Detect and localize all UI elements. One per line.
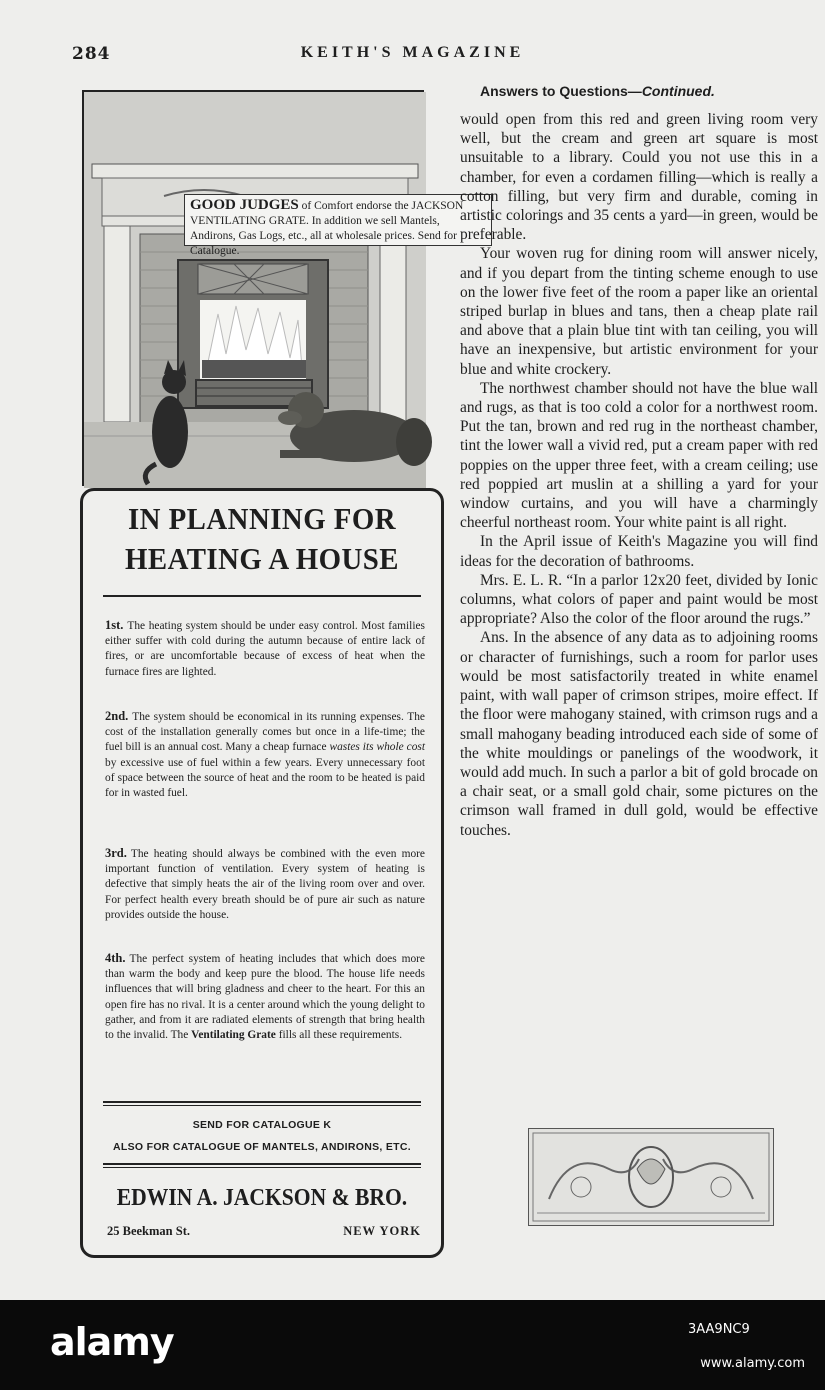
- ad-caption: [184, 194, 492, 257]
- point-2-emphasis: wastes its whole cost: [329, 741, 425, 754]
- image-id: 3AA9NC9: [688, 1322, 750, 1337]
- ad-text-box: [80, 488, 444, 1258]
- point-2-text-a: The system should be economical in its running expenses. The cost of the installation generally comes but once in a life-time; the fuel bill is an annual cost. Many a cheap furnace: [105, 711, 425, 754]
- catalogue-line-2: ALSO FOR CATALOGUE OF MANTELS, ANDIRONS, ETC.: [113, 1141, 411, 1153]
- headline-line-2: HEATING A HOUSE: [124, 541, 400, 576]
- firm-name: EDWIN A. JACKSON & BRO.: [116, 1185, 408, 1211]
- article-paragraph-1: would open from this red and green living room very well, but the cream and green art square is most unsuitable to a library. Could you not use this in a chamber, for even a cordamen filling—which is really a cotton filling, but very firm and durable, coming in artistic colorings and 35 cents a yard—in green, would be preferable.: [460, 111, 818, 244]
- street-address: 25 Beekman St.: [107, 1224, 190, 1238]
- point-1-text: The heating system should be under easy control. Most families either suffer with cold during the autumn because of entire lack of fires, or are uncomfortable because of excess of heat when the furnace fires are lighted.: [105, 620, 425, 678]
- stock-footer: [0, 1300, 825, 1390]
- divider: [103, 1101, 421, 1103]
- point-4-text-b: fills all these requirements.: [275, 1029, 403, 1042]
- point-4-bold: Ventilating Grate: [191, 1029, 276, 1042]
- article-paragraph-6: Ans. In the absence of any data as to adjoining rooms or character of furnishings, such a room for parlor uses would be most satisfactorily treated in white enamel paint, with wall paper of crimson stripes, moire effect. If the floor were mahogany stained, with crimson rugs and a small mahogany beading introduced each side of some of the white mouldings or panelings of the woodwork, it would add much. In such a parlor a bit of gold brocade on a chair seat, or a small gold chair, some pictures on the crimson wall framed in dull gold, would be effective touches.: [460, 629, 818, 839]
- caption-text: of Comfort endorse the JACKSON VENTILATING GRATE. In addition we sell Mantels, Andirons, Gas Logs, etc., all at wholesale prices. Send for Catalogue.: [190, 200, 464, 257]
- point-1: [105, 618, 425, 680]
- article-paragraph-5: Mrs. E. L. R. “In a parlor 12x20 feet, divided by Ionic columns, what colors of paper and paint would be most appropriate? Also the color of the floor around the rugs.”: [460, 571, 818, 628]
- divider: [103, 1105, 421, 1106]
- point-3-number: 3rd.: [105, 846, 127, 860]
- decorative-ornament: [528, 1128, 774, 1226]
- magazine-title: KEITH'S MAGAZINE: [300, 44, 525, 61]
- divider: [103, 1163, 421, 1165]
- fireplace-drawing: [84, 92, 426, 488]
- divider: [103, 595, 421, 597]
- point-3-text: The heating should always be combined with the even more important function of ventilation. Every system of heating is defective that simply heats the air of the living room over and over. For perfect health every breath should be of pure air such as nature provides outside the house.: [105, 848, 425, 921]
- article-body: [460, 110, 818, 840]
- page-number: 284: [72, 44, 111, 64]
- point-2-text-b: by excessive use of fuel within a few years. Every unnecessary foot of space between the source of heat and the room to be heated is paid for in wasted fuel.: [105, 756, 425, 800]
- point-4: [105, 951, 425, 1043]
- point-3: [105, 846, 425, 923]
- article-paragraph-3: The northwest chamber should not have the blue wall and rugs, as that is too cold a color for a northwest room. Put the tan, brown and red rug in the northeast chamber, tint the lower wall a vivid red, put a cream paper with red poppies on the upper three feet, with a cream ceiling; use red poppied art muslin at a shilling a yard for your window curtains, and you will have a charmingly cheerful northeast room. Your white paint is all right.: [460, 379, 818, 532]
- point-2: [105, 709, 425, 801]
- point-4-text-a: The perfect system of heating includes that which does more than warm the body and keep pure the blood. The house life needs influences that will bring gladness and cheer to the heart. For this an open fire has no rival. It is a center around which the young delight to gather, and from it are radiated elements of strength that bring health to the invalid. The: [105, 953, 425, 1042]
- fireplace-illustration: [82, 90, 464, 486]
- headline-line-1: IN PLANNING FOR: [127, 501, 397, 536]
- alamy-logo: alamy: [50, 1320, 174, 1364]
- footer-url: www.alamy.com: [700, 1356, 805, 1371]
- article-paragraph-4: In the April issue of Keith's Magazine you will find ideas for the decoration of bathrooms.: [460, 533, 818, 570]
- article-heading-text: Answers to Questions—: [480, 83, 642, 99]
- caption-lead: GOOD JUDGES: [190, 197, 299, 213]
- article-heading: [480, 83, 715, 99]
- catalogue-line-1: SEND FOR CATALOGUE K: [192, 1119, 332, 1131]
- point-2-number: 2nd.: [105, 709, 129, 723]
- city: NEW YORK: [343, 1224, 421, 1238]
- divider: [103, 1167, 421, 1168]
- ornament-drawing: [529, 1129, 773, 1225]
- article-heading-continued: Continued.: [641, 83, 715, 99]
- article-paragraph-2: Your woven rug for dining room will answer nicely, and if you depart from the tinting scheme enough to use on the lower five feet of the room a paper like an oriental striped burlap in blues and tans, then a cheap plate rail and above that a plain blue tint with tan ceiling, you will have an inexpensive, but artistic environment for your blue and white crockery.: [460, 245, 818, 378]
- point-4-number: 4th.: [105, 951, 126, 965]
- point-1-number: 1st.: [105, 618, 124, 632]
